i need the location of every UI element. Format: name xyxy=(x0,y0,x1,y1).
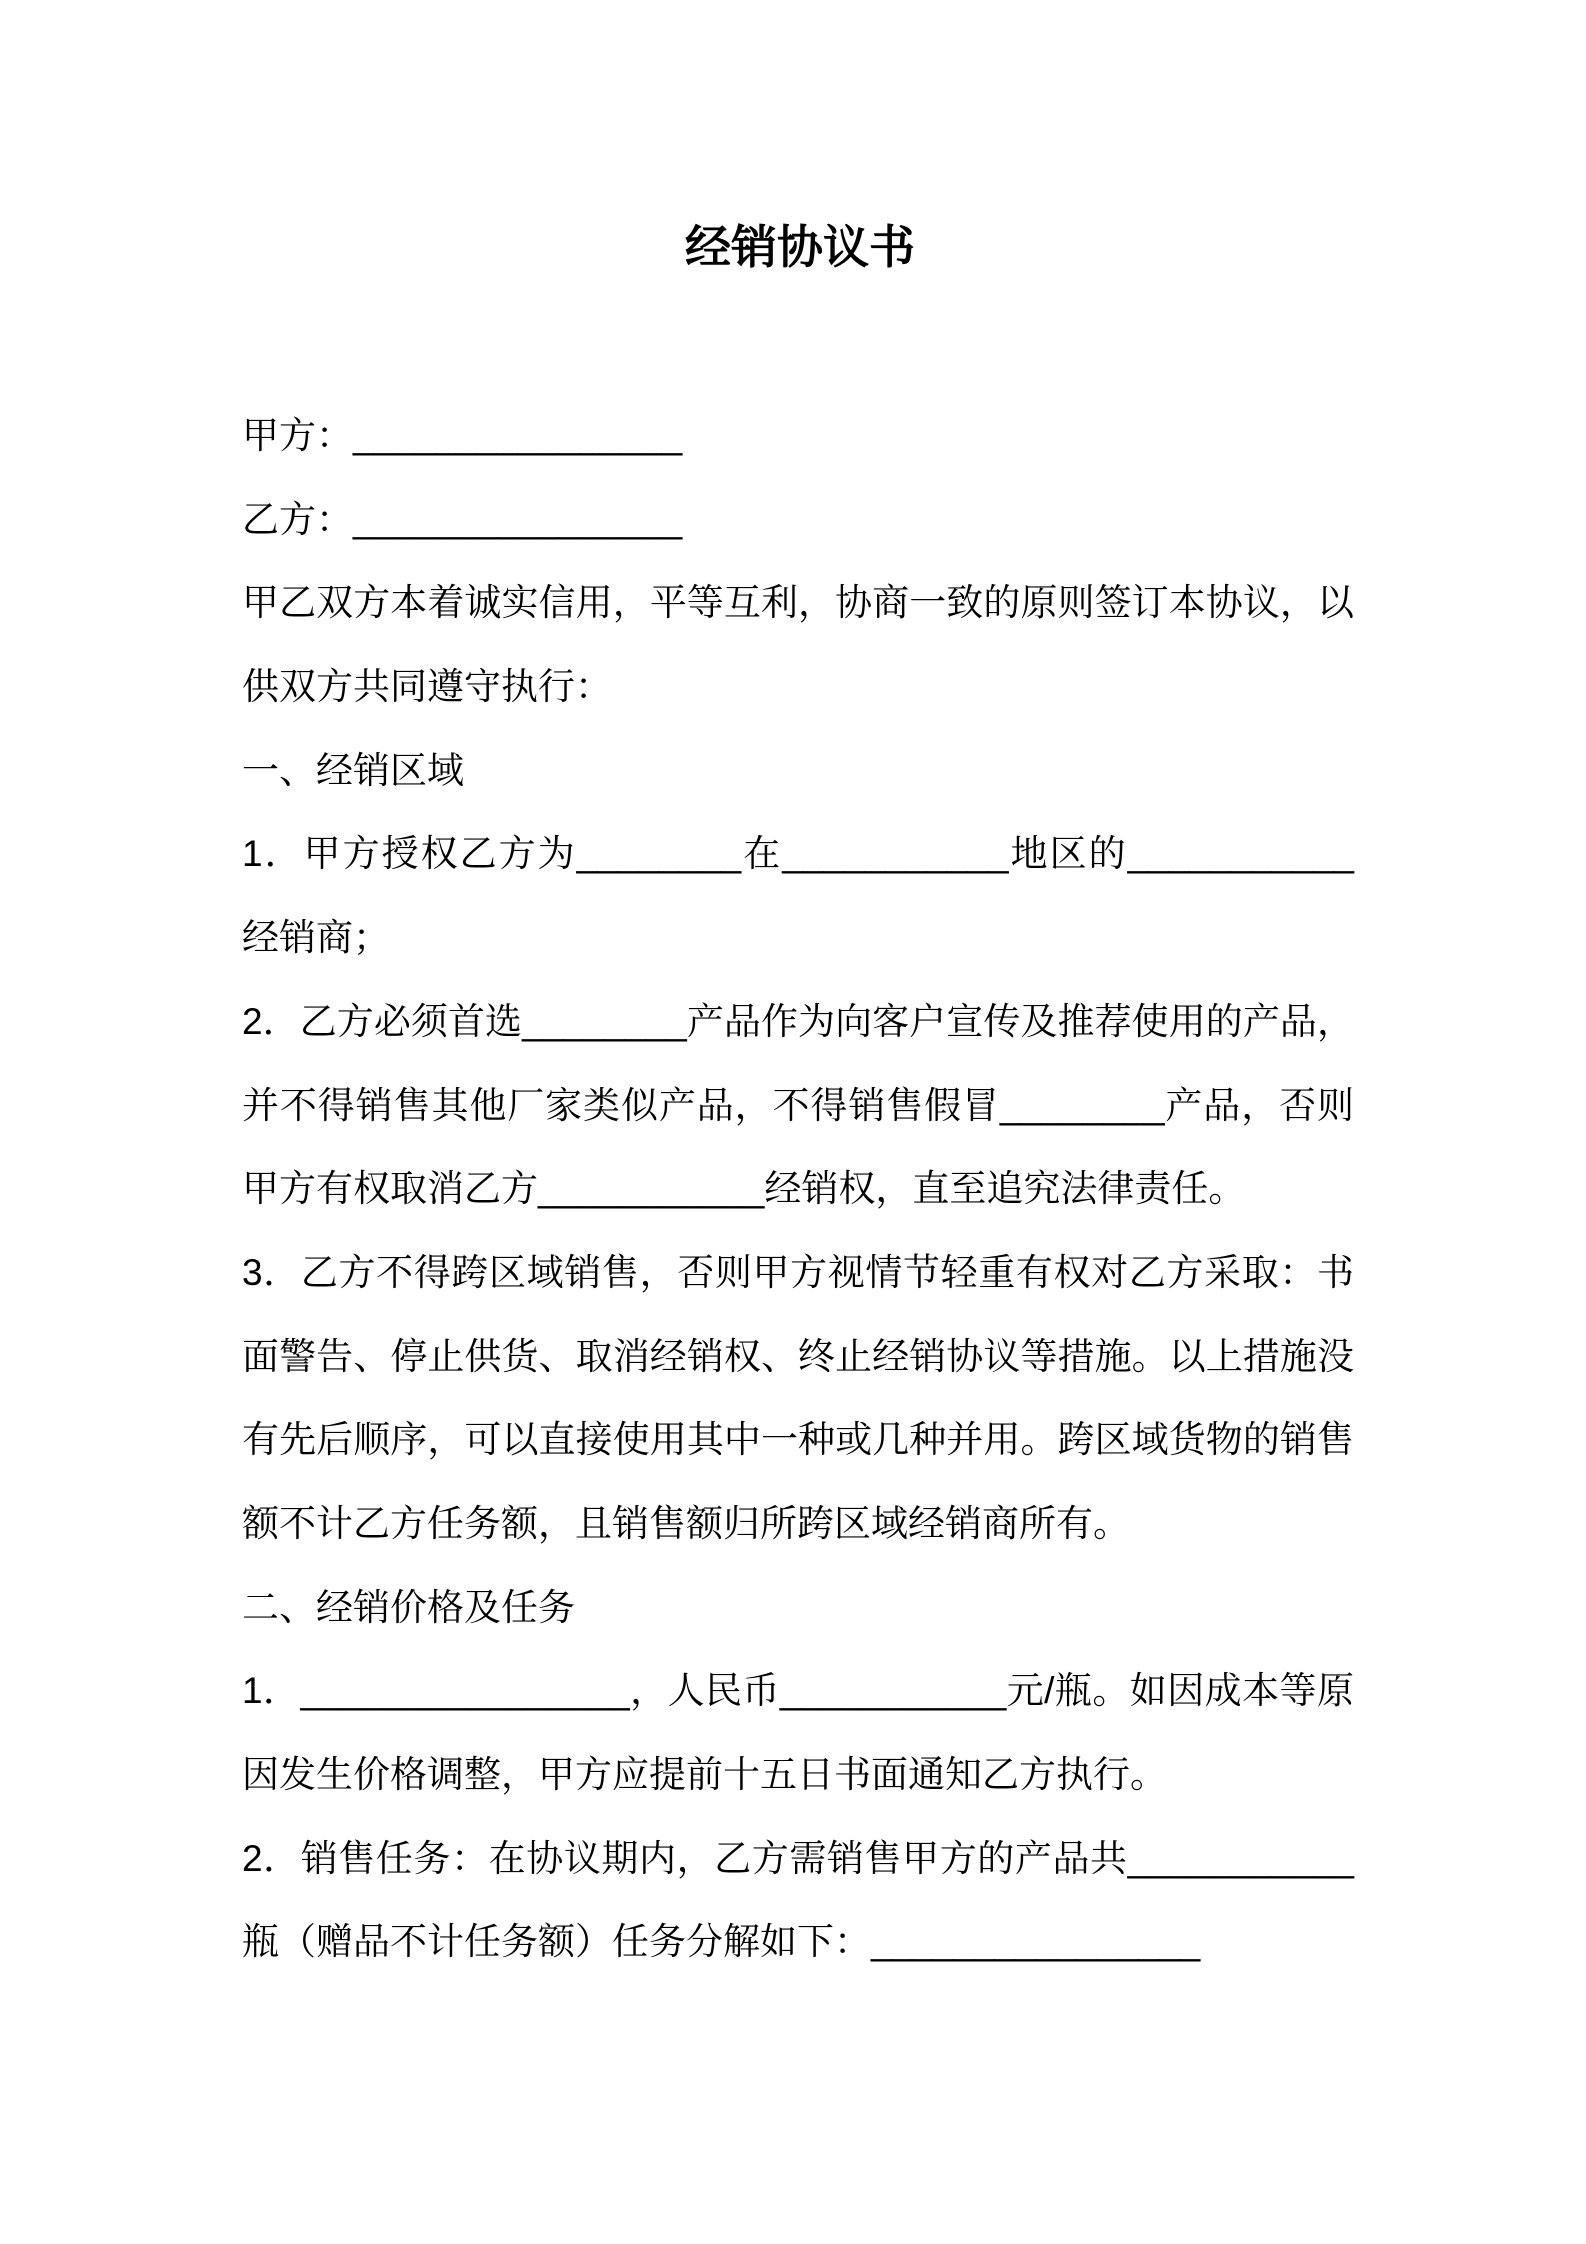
section-heading: 一、经销区域 xyxy=(242,749,464,791)
clause-line: 经销商； xyxy=(242,917,390,959)
clause-line: 因发生价格调整，甲方应提前十五日书面通知乙方执行。 xyxy=(242,1754,1167,1795)
clause-line: 额不计乙方任务额，且销售额归所跨区域经销商所有。 xyxy=(242,1502,1130,1544)
clause xyxy=(242,1817,1354,1984)
preamble xyxy=(242,561,1354,728)
clause xyxy=(242,1649,1354,1816)
document-title: 经销协议书 xyxy=(685,221,915,273)
clause-line: 2．销售任务：在协议期内，乙方需销售甲方的产品共___________ xyxy=(242,1837,1354,1879)
clause-line: 3．乙方不得跨区域销售，否则甲方视情节轻重有权对乙方采取：书 xyxy=(242,1251,1354,1293)
clause-line: 瓶（赠品不计任务额）任务分解如下：________________ xyxy=(242,1921,1201,1963)
clause xyxy=(242,812,1354,979)
clause-line: 2．乙方必须首选________产品作为向客户宣传及推荐使用的产品， xyxy=(242,1000,1354,1042)
section-heading: 二、经销价格及任务 xyxy=(242,1586,575,1628)
clause-line: 甲方有权取消乙方___________经销权，直至追究法律责任。 xyxy=(242,1168,1246,1210)
preamble-line: 供双方共同遵守执行： xyxy=(242,666,612,708)
clause-line: 有先后顺序，可以直接使用其中一种或几种并用。跨区域货物的销售 xyxy=(242,1419,1354,1461)
section-distribution-area xyxy=(242,729,1354,1566)
document-body xyxy=(242,394,1354,1984)
clause-line: 面警告、停止供货、取消经销权、终止经销协议等措施。以上措施没 xyxy=(242,1335,1354,1377)
clause-line: 1．甲方授权乙方为________在___________地区的___________ xyxy=(242,833,1354,875)
preamble-line: 甲乙双方本着诚实信用，平等互利，协商一致的原则签订本协议，以 xyxy=(242,582,1354,624)
party-b-line: 乙方：________________ xyxy=(242,498,683,540)
clause xyxy=(242,980,1354,1231)
party-a-line: 甲方：________________ xyxy=(242,415,683,456)
clause-line: 1．________________，人民币___________元/瓶。如因成本等原 xyxy=(242,1670,1354,1712)
section-price-and-tasks xyxy=(242,1566,1354,1984)
clause xyxy=(242,1231,1354,1566)
clause-line: 并不得销售其他厂家类似产品，不得销售假冒________产品，否则 xyxy=(242,1084,1354,1126)
